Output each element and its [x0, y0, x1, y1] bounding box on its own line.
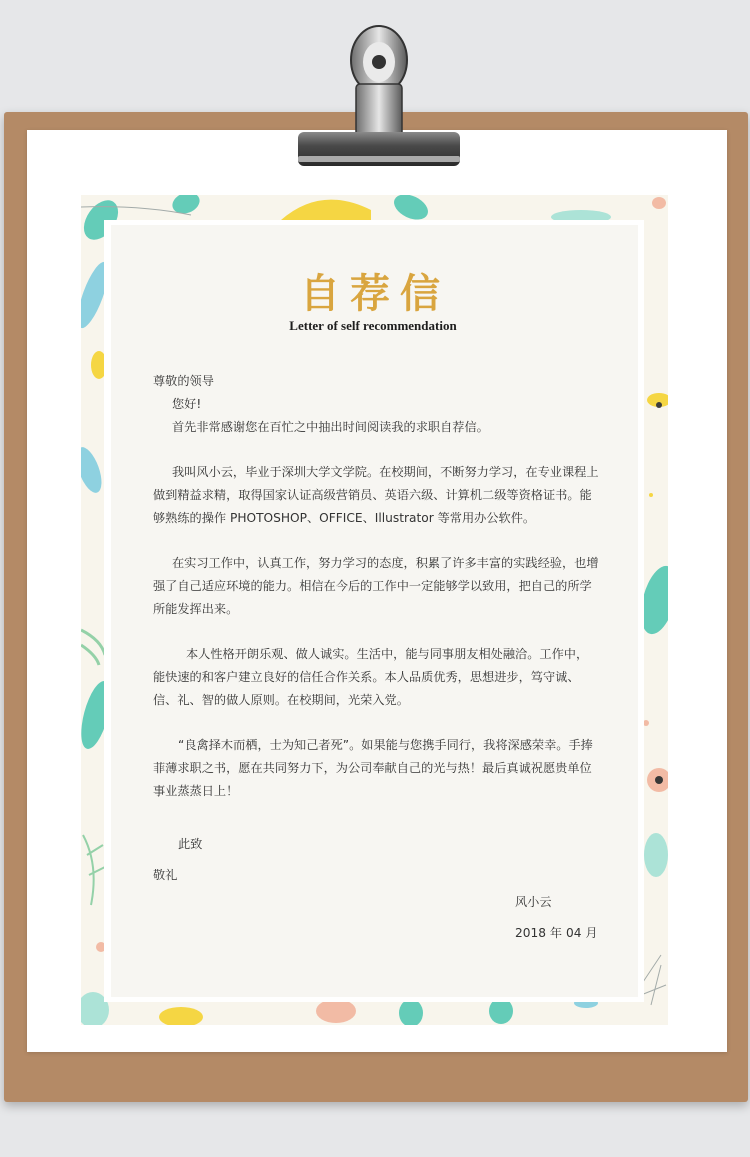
letter-date: 2018 年 04 月	[515, 926, 598, 940]
page-title: 自荐信	[300, 270, 450, 317]
sender-name: 风小云	[515, 895, 552, 909]
binder-clip-icon	[296, 24, 462, 170]
letter-content	[153, 370, 599, 887]
paragraph-internship: 在实习工作中，认真工作，努力学习的态度，积累了许多丰富的实践经验，也增强了自己适应环境的能力。相信在今后的工作中一定能够学以致用，把自己的所学所能发挥出来。	[153, 556, 599, 616]
closing-cizhi: 此致	[178, 837, 203, 851]
paragraph-closing: “良禽择木而栖，士为知己者死”。如果能与您携手同行，我将深感荣幸。手捧菲薄求职之书，愿在共同努力下，为公司奉献自己的光与热！最后真诚祝愿贵单位事业蒸蒸日上！	[153, 738, 593, 798]
page-subtitle: Letter of self recommendation	[289, 318, 457, 333]
closing-jingli: 敬礼	[153, 868, 178, 882]
greeting: 尊敬的领导	[153, 374, 214, 388]
paragraph-personality: 本人性格开朗乐观、做人诚实。生活中，能与同事朋友相处融洽。工作中，能快速的和客户建立良好的信任合作关系。本人品质优秀，思想进步，笃守诚、信、礼、智的做人原则。在校期间，光荣入党。	[153, 647, 589, 707]
hello-line: 您好!	[172, 397, 202, 411]
paragraph-education: 我叫风小云，毕业于深圳大学文学院。在校期间，不断努力学习，在专业课程上做到精益求精，取得国家认证高级营销员、英语六级、计算机二级等资格证书。能够熟练的操作 PHOTOSHOP、OFFICE、Illustrator 等常用办公软件。	[153, 465, 599, 525]
paragraph-intro: 首先非常感谢您在百忙之中抽出时间阅读我的求职自荐信。	[172, 420, 489, 434]
